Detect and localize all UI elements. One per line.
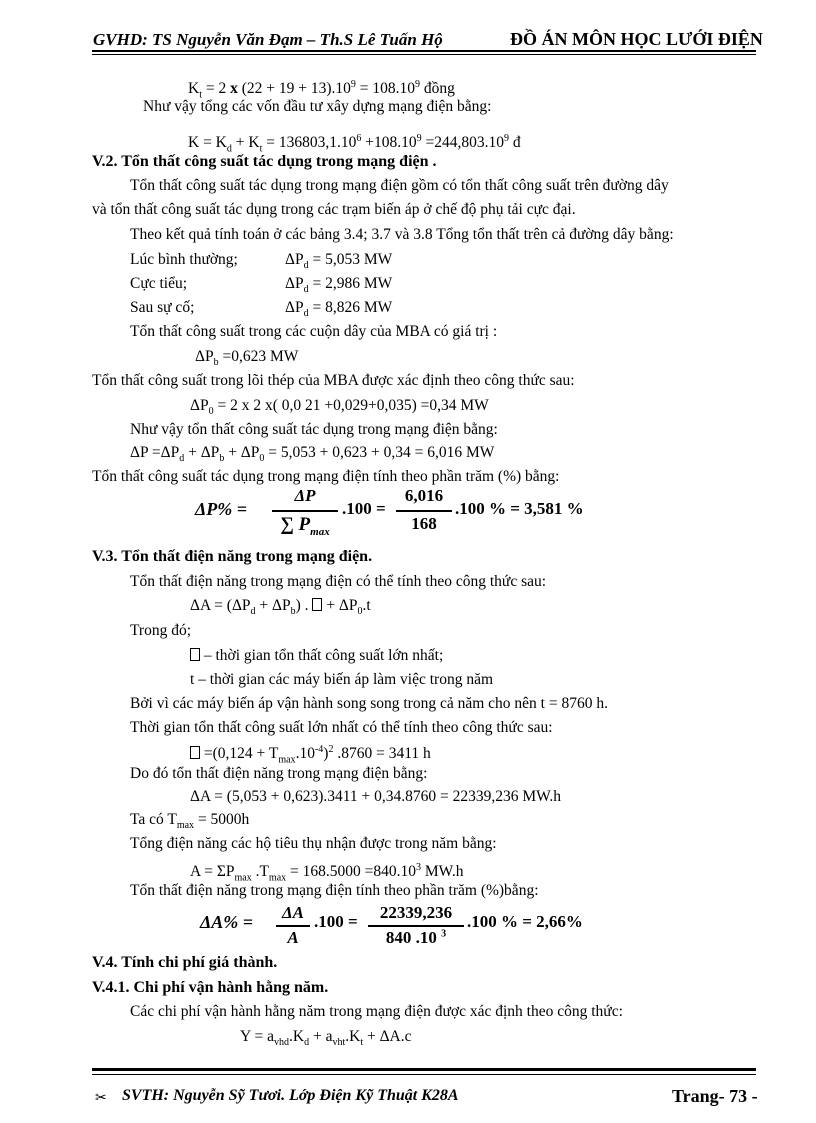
case1-value: $\Delta P_d = 5,053$ MW [285,251,393,272]
line-l2: Như vậy tổng các vốn đầu tư xây dựng mạng điện bằng: [143,98,492,115]
para-p3-value: $\Delta P_b =0,623$ MW [195,348,299,369]
section-v4-title: V.4. Tính chi phí giá thành. [92,954,278,971]
para-p2: Theo kết quả tính toán ở các bảng 3.4; 3.7 và 3.8 Tổng tổn thất trên cả đường dây bằng: [130,226,674,243]
case3-value: $\Delta P_d = 8,826$ MW [285,299,393,320]
para-p4: Tổn thất công suất trong lõi thép của MBA được xác định theo công thức sau: [92,372,575,389]
f2-rhs: .100 % = 2,66% [467,912,583,931]
header-rule-thick [92,50,756,52]
scissors-icon: ✂ [95,1091,107,1106]
para-p11-value: ΔA = (5,053 + 0,623).3411 + 0,34.8760 = 22339,236 MW.h [190,788,562,805]
f2-lhs: ΔA% = [200,912,254,932]
f1-den2: 168 [411,514,437,533]
para-p14: Tổn thất điện năng trong mạng điện tính theo phần trăm (%)bằng: [130,882,539,899]
f2-mul1: .100 = [314,912,358,931]
header-left: GVHD: TS Nguyễn Văn Đạm – Th.S Lê Tuấn Hộ [93,30,443,49]
header-rule-thin [92,54,756,55]
f2-num1: ΔA [282,903,304,922]
case2-label: Cực tiểu; [130,275,188,292]
f2-num2: 22339,236 [379,903,453,922]
para-p5-value: $\Delta P =\Delta P_d + \Delta P_b + \Delta P_0 = 5,053 + 0,623 + 0,34 = 6,016$ MW [130,444,495,465]
para-p9: Bởi vì các máy biến áp vận hành song song trong cả năm cho nên t = 8760 h. [130,695,608,712]
para-p8: Trong đó; [130,622,192,639]
para-p15: Các chi phí vận hành hằng năm trong mạng điện được xác định theo công thức: [130,1003,623,1020]
para-p6: Tổn thất công suất tác dụng trong mạng điện tính theo phần trăm (%) bằng: [92,468,560,485]
f1-rhs: .100 % = 3,581 % [455,499,584,518]
case2-value: $\Delta P_d = 2,986$ MW [285,275,393,296]
case1-label: Lúc bình thường; [130,251,238,268]
para-p13-value: $A = \Sigma P_{max}$ $.T_{max} = 168.5000 =840.10^3$ MW.h [190,862,464,884]
para-p12: Ta có $T_{max} = 5000h$ [130,811,250,832]
para-p15-value: $Y = a_{vhd}.K_d + a_{vht}.K_t + \Delta A.c$ [240,1028,412,1049]
section-v2-title: V.2. Tổn thất công suất tác dụng trong mạng điện . [92,153,437,170]
f1-line2 [396,510,452,512]
f1-mul1: .100 = [342,499,386,518]
para-p8a: – thời gian tổn thất công suất lớn nhất; [190,646,443,666]
case3-label: Sau sự cố; [130,299,195,316]
para-p5: Như vậy tổn thất công suất tác dụng trong mạng điện bằng: [130,421,498,438]
f2-line2 [368,925,464,927]
footer-rule-thick [92,1068,756,1071]
para-p1a: Tổn thất công suất tác dụng trong mạng điện gồm có tổn thất công suất trên đường dây [130,177,669,194]
para-p1b: và tổn thất công suất tác dụng trong các trạm biến áp ở chế độ phụ tải cực đại. [92,201,576,218]
section-v41-title: V.4.1. Chi phí vận hành hằng năm. [92,979,329,996]
para-p10: Thời gian tổn thất công suất lớn nhất có thể tính theo công thức sau: [130,719,553,736]
header-right: ĐỒ ÁN MÔN HỌC LƯỚI ĐIỆN [510,29,763,49]
line-k-total: $K = K_d + K_t = 136803,1.10^6 +108.10^9 =244,803.10^9$ đ [188,133,521,155]
line-kt: $K_t = 2$ x $(22 + 19 + 13).10^9 = 108.10^9$ đồng [188,79,455,101]
footer-page-number: Trang- 73 - [672,1086,758,1106]
para-p3: Tổn thất công suất trong các cuộn dây của MBA có giá trị : [130,323,498,340]
f1-num1: ΔP [294,486,316,505]
para-p11: Do đó tổn thất điện năng trong mạng điện bằng: [130,765,428,782]
f1-den1: ∑ $P_{max}$ [280,514,330,538]
para-p10-value: $=(0,124 + T_{max}.10^{-4})^2$ .8760 = 3411 h [190,740,431,770]
footer-left: SVTH: Nguyễn Sỹ Tươi. Lớp Điện Kỹ Thuật K28A [122,1087,459,1104]
para-p13: Tổng điện năng các hộ tiêu thụ nhận được trong năm bằng: [130,835,497,852]
f1-lhs: ΔP% = [195,499,248,519]
f1-line1 [272,510,338,512]
para-p4-value: $\Delta P_0 = 2$ x 2 x( 0,0 21 +0,029+0,035) =0,34 MW [190,397,489,418]
para-p8b: t – thời gian các máy biến áp làm việc trong năm [190,671,494,688]
para-p7-value: $\Delta A = (\Delta P_d + \Delta P_b)$ . + $\Delta P_0.t$ [190,597,371,618]
footer-rule-thin [92,1074,756,1075]
f2-den1: A [287,928,299,947]
section-v3-title: V.3. Tổn thất điện năng trong mạng điện. [92,548,373,565]
f2-den2: 840 .10 $^3$ [385,928,447,947]
f2-line1 [276,925,310,927]
para-p7: Tổn thất điện năng trong mạng điện có thể tính theo công thức sau: [130,573,547,590]
f1-num2: 6,016 [404,486,444,505]
